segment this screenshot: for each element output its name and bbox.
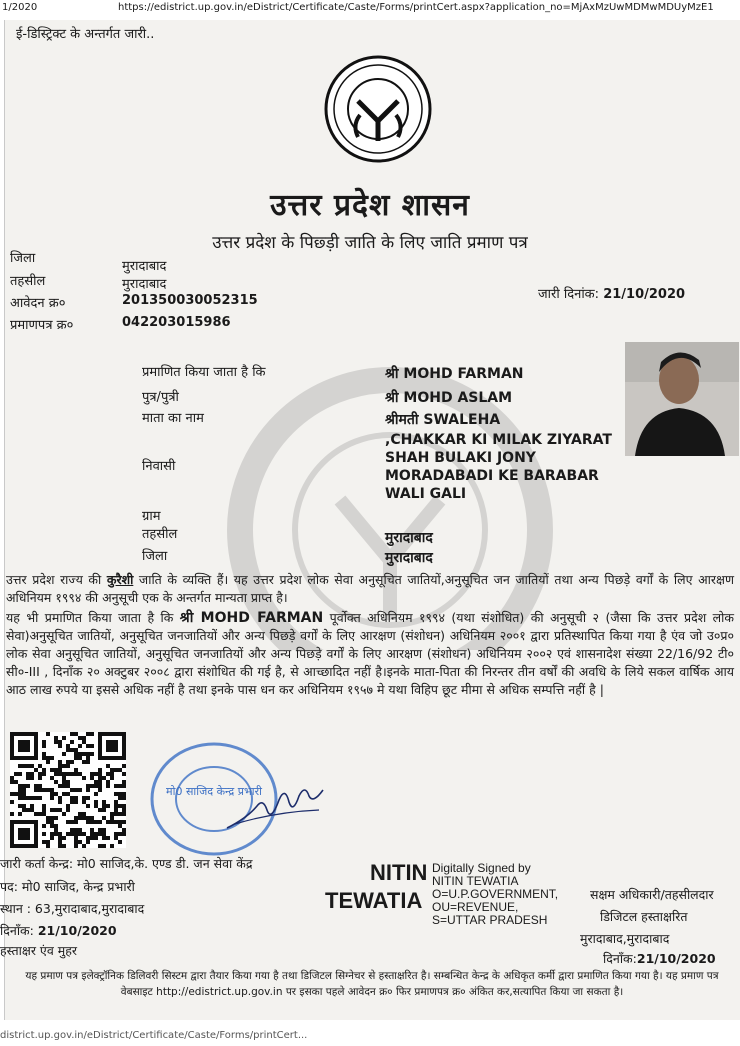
issue-date-value: 21/10/2020	[603, 287, 686, 302]
issue-date-label: जारी दिनांक:	[538, 287, 600, 302]
digital-signer-first: NITIN	[370, 860, 428, 885]
mother-label: माता का नाम	[142, 411, 204, 426]
ds-line: S=UTTAR PRADESH	[432, 913, 548, 927]
bottom-url: district.up.gov.in/eDistrict/Certificate/Caste/Forms/printCert...	[0, 1030, 308, 1041]
address-line: ,CHAKKAR KI MILAK ZIYARAT	[385, 432, 612, 448]
page-title: उत्तर प्रदेश शासन	[270, 188, 470, 223]
issuer-post: पद: मो0 साजिद, केन्द्र प्रभारी	[0, 879, 135, 894]
authority-place: मुरादाबाद,मुरादाबाद	[580, 931, 670, 946]
digital-sign-label: डिजिटल हस्ताक्षरित	[600, 909, 688, 924]
qr-code-icon[interactable]	[10, 732, 126, 848]
district-value: मुरादाबाद	[122, 259, 167, 274]
ds-line: OU=REVENUE,	[432, 900, 519, 914]
caste-paragraph	[6, 571, 734, 607]
tehsil-label: तहसील	[10, 274, 46, 289]
issuer-date-value: 21/10/2020	[37, 923, 117, 938]
person-tehsil: मुरादाबाद	[385, 530, 433, 546]
address-line: WALI GALI	[385, 486, 467, 502]
caste-name: कुरैशी	[106, 572, 134, 587]
application-no-label: आवेदन क्र०	[10, 296, 66, 311]
tehsil-value: मुरादाबाद	[122, 277, 167, 292]
certify-paragraph	[6, 609, 734, 699]
mother-name: श्रीमती SWALEHA	[385, 412, 501, 428]
authority-date-label: दिनाँक:	[603, 951, 637, 966]
issuer-date	[0, 922, 117, 939]
resident-label: निवासी	[142, 459, 176, 474]
parent-label: पुत्र/पुत्री	[142, 390, 179, 405]
caste-text-b: जाति के व्यक्ति हैं। यह उत्तर प्रदेश लोक सेवा अनुसूचित जातियों,अनुसूचित जन जातियों तथा अन्य पिछड़े वर्गों के लिए आरक्षण अधिनियम १९९४ की अनुसूची एक के अन्तर्गत मान्यता प्राप्त है।	[6, 572, 734, 605]
person-name: श्री MOHD FARMAN	[385, 366, 524, 382]
issuing-center: जारी कर्ता केन्द्र: मो0 साजिद,के. एण्ड डी. जन सेवा केंद्र	[0, 856, 253, 871]
issuer-date-label: दिनाँक:	[0, 923, 38, 938]
browser-print-header	[0, 0, 740, 18]
caste-text-a: उत्तर प्रदेश राज्य की	[6, 572, 107, 587]
ds-line: Digitally Signed by	[432, 861, 531, 875]
address-line: MORADABADI KE BARABAR	[385, 468, 599, 484]
authority-title: सक्षम अधिकारी/तहसीलदार	[590, 887, 714, 902]
certificate-no-value: 042203015986	[122, 315, 231, 330]
person-tehsil-label: तहसील	[142, 527, 178, 542]
ds-line: O=U.P.GOVERNMENT,	[432, 887, 559, 901]
digital-sign-details	[432, 862, 558, 927]
footer-note: यह प्रमाण पत्र इलेक्ट्रॉनिक डिलिवरी सिस्टम द्वारा तैयार किया गया है तथा डिजिटल सिग्नेचर से हस्ताक्षरित है। सम्बन्धित केन्द्र के अधिकृत कर्मी द्वारा प्रमाणित किया गया है। यह प्रमाण पत्र वेबसाइट http://edistrict.up.gov.in पर इसका पहले आवेदन क्र० फिर प्रमाणपत्र क्र० अंकित कर,सत्यापित किया जा सकता है।	[25, 970, 719, 998]
print-url: https://edistrict.up.gov.in/eDistrict/Certificate/Caste/Forms/printCert.aspx?application_no=MjAxMzUwMDMwMDUyMzE1	[118, 2, 714, 13]
authority-date-value: 21/10/2020	[636, 951, 716, 966]
district-label: जिला	[10, 251, 36, 266]
up-government-seal-icon	[322, 55, 434, 163]
handwritten-signature-icon	[225, 780, 325, 840]
issuer-place: स्थान : 63,मुरादाबाद,मुरादाबाद	[0, 901, 145, 916]
authority-date	[603, 950, 716, 967]
sign-seal-label: हस्ताक्षर एंव मुहर	[0, 943, 77, 958]
edistrict-note: ई-डिस्ट्रिक्ट के अन्तर्गत जारी..	[16, 27, 155, 42]
applicant-photo	[625, 342, 739, 456]
certify-label: प्रमाणित किया जाता है कि	[142, 365, 266, 380]
certify-name: श्री MOHD FARMAN	[179, 610, 324, 626]
parent-name: श्री MOHD ASLAM	[385, 390, 513, 406]
certificate-subtitle: उत्तर प्रदेश के पिछ्ड़ी जाति के लिए जाति प्रमाण पत्र	[212, 233, 528, 253]
person-district: मुरादाबाद	[385, 550, 433, 566]
certify-text-a: यह भी प्रमाणित किया जाता है कि	[6, 610, 180, 625]
ds-line: NITIN TEWATIA	[432, 874, 519, 888]
certificate-no-label: प्रमाणपत्र क्र०	[10, 318, 74, 333]
person-photo-icon	[625, 342, 739, 456]
issue-date	[538, 284, 685, 302]
application-no-value: 201350030052315	[122, 293, 258, 308]
digital-signer-last: TEWATIA	[325, 888, 423, 913]
print-date: 1/2020	[2, 2, 38, 13]
address-line: SHAH BULAKI JONY	[385, 450, 536, 466]
stamp-text: मो0 साजिद केन्द्र प्रभारी	[166, 785, 262, 798]
certify-text-b: पूर्वोक्त अधिनियम १९९४ (यथा संशोधित) की अनुसूची २ (जैसा कि उत्तर प्रदेश लोक सेवा)अनुसूचित जातियों, अनुसूचित जनजातियों और अन्य पिछड़े वर्गों के लिए आरक्षण (संशोधन) अधिनियम २००१ द्वारा प्रतिस्थापित किया गया है एंव जो उ०प्र० लोक सेवा अनुसूचित जातियों, अनुसूचित जनजातियों और अन्य पिछड़े वर्गों के लिए आरक्षण (संशोधन) अधिनियम २००२ एवं शासनादेश संख्या 22/16/92 टी० सी०-III , दिनाँक २० अक्टुबर २००८ द्वारा संशोधित की गई है, से आच्छादित नहीं है।इनके माता-पिता की निरन्तर तीन वर्षों की अवधि के लिये सकल वार्षिक आय आठ लाख रुपये या इससे अधिक नहीं है तथा इनके पास धन कर अधिनियम १९५७ मे यथा विहिप छूट मीमा से अधिक सम्पत्ति नहीं है |	[6, 610, 734, 697]
village-label: ग्राम	[142, 509, 161, 524]
person-district-label: जिला	[142, 549, 168, 564]
